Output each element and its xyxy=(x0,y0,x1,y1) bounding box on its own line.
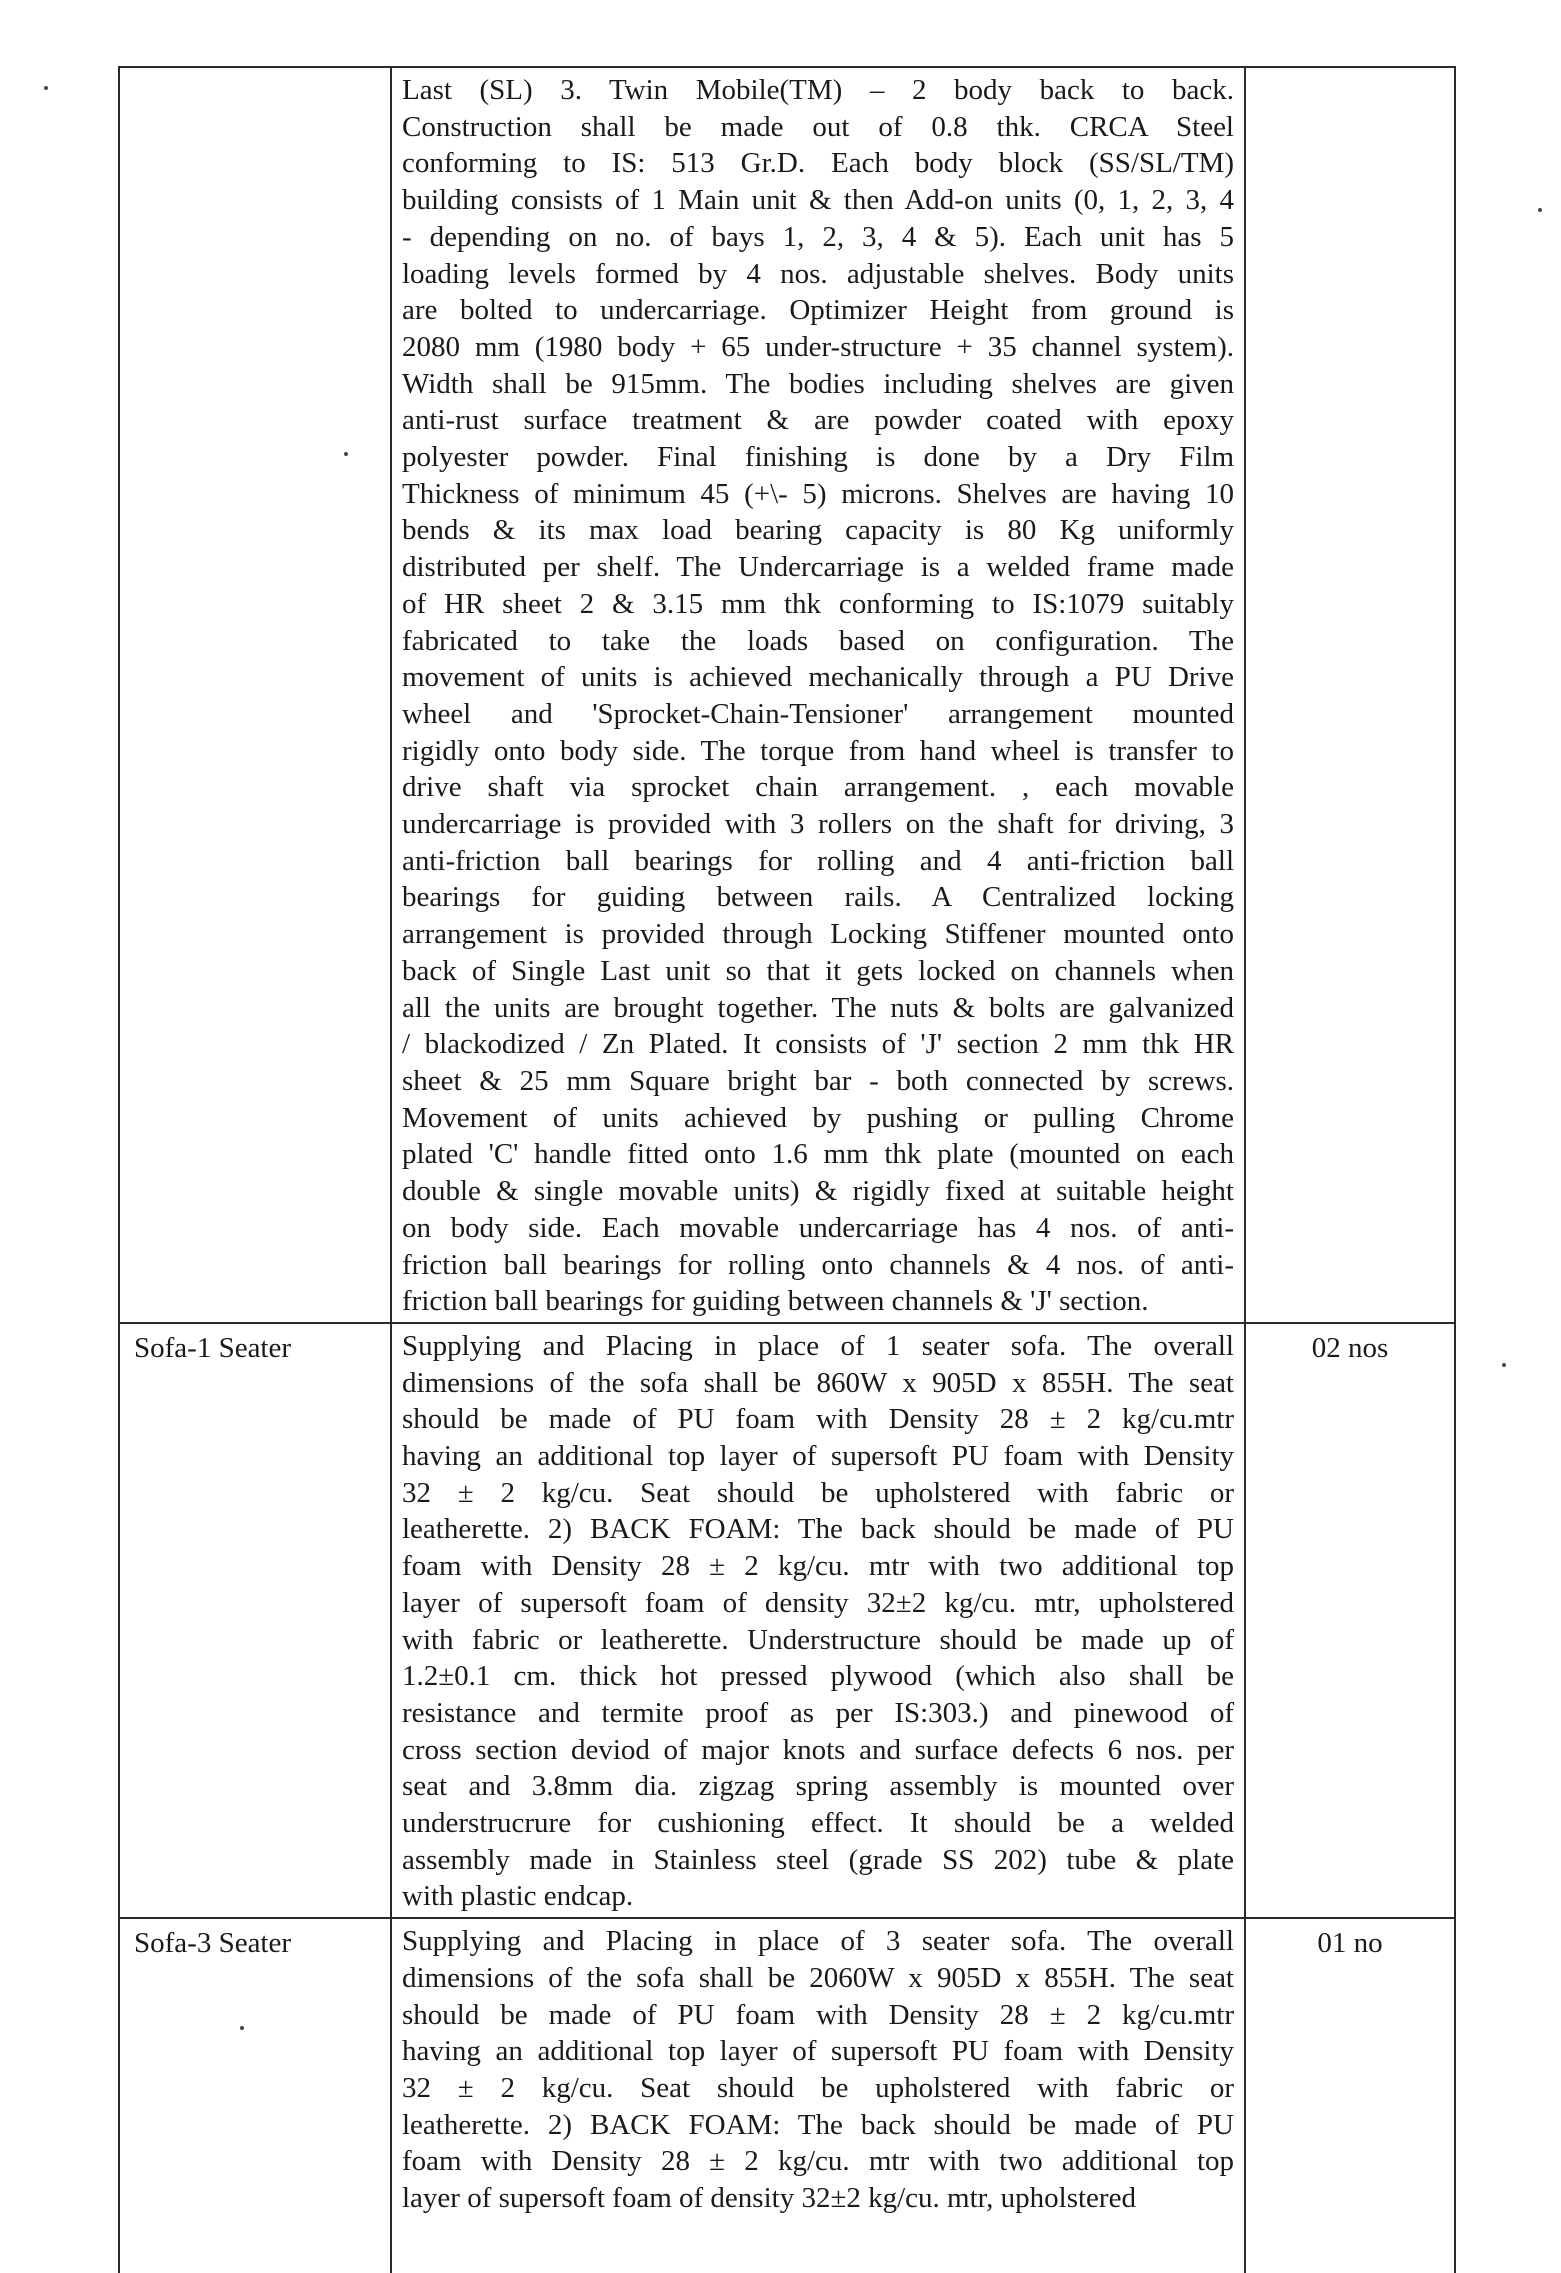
description-text xyxy=(392,68,1244,1322)
item-cell xyxy=(119,1323,391,1918)
description-line: 2080 mm (1980 body + 65 under-structure + 35 channel system). xyxy=(402,330,1234,363)
description-cell xyxy=(391,1323,1245,1918)
description-line: drive shaft via sprocket chain arrangement. , each movable xyxy=(402,771,1234,804)
description-line: having an additional top layer of supersoft PU foam with Density xyxy=(402,2035,1234,2068)
description-line: dimensions of the sofa shall be 2060W x 905D x 855H. The seat xyxy=(402,1961,1234,1994)
description-line: 1.2±0.1 cm. thick hot pressed plywood (which also shall be xyxy=(402,1660,1234,1693)
specification-table xyxy=(118,66,1456,2273)
table-row xyxy=(119,67,1455,1323)
description-line: polyester powder. Final finishing is done by a Dry Film xyxy=(402,441,1234,474)
description-line: all the units are brought together. The nuts & bolts are galvanized xyxy=(402,991,1234,1024)
description-line: sheet & 25 mm Square bright bar - both connected by screws. xyxy=(402,1064,1234,1097)
quantity-cell xyxy=(1245,1918,1455,2273)
description-line: Construction shall be made out of 0.8 thk. CRCA Steel xyxy=(402,110,1234,143)
description-line: on body side. Each movable undercarriage has 4 nos. of anti- xyxy=(402,1211,1234,1244)
description-text xyxy=(392,1324,1244,1917)
description-line: loading levels formed by 4 nos. adjustable shelves. Body units xyxy=(402,257,1234,290)
description-line: building consists of 1 Main unit & then Add-on units (0, 1, 2, 3, 4 xyxy=(402,184,1234,217)
description-line: fabricated to take the loads based on configuration. The xyxy=(402,624,1234,657)
scan-speck xyxy=(44,86,48,90)
description-line: seat and 3.8mm dia. zigzag spring assembly is mounted over xyxy=(402,1770,1234,1803)
description-line: back of Single Last unit so that it gets locked on channels when xyxy=(402,954,1234,987)
description-cell xyxy=(391,67,1245,1323)
description-line: Width shall be 915mm. The bodies including shelves are given xyxy=(402,367,1234,400)
description-line: distributed per shelf. The Undercarriage is a welded frame made xyxy=(402,551,1234,584)
description-line: - depending on no. of bays 1, 2, 3, 4 & 5). Each unit has 5 xyxy=(402,220,1234,253)
description-line: should be made of PU foam with Density 28 ± 2 kg/cu.mtr xyxy=(402,1403,1234,1436)
description-line: anti-friction ball bearings for rolling and 4 anti-friction ball xyxy=(402,844,1234,877)
description-line: layer of supersoft foam of density 32±2 kg/cu. mtr, upholstered xyxy=(402,2182,1136,2215)
description-line: conforming to IS: 513 Gr.D. Each body block (SS/SL/TM) xyxy=(402,147,1234,180)
description-line: double & single movable units) & rigidly fixed at suitable height xyxy=(402,1175,1234,1208)
description-line: are bolted to undercarriage. Optimizer Height from ground is xyxy=(402,294,1234,327)
description-line: foam with Density 28 ± 2 kg/cu. mtr with two additional top xyxy=(402,1550,1234,1583)
table-row xyxy=(119,1918,1455,2273)
quantity-cell xyxy=(1245,67,1455,1323)
description-line: with fabric or leatherette. Understructure should be made up of xyxy=(402,1623,1234,1656)
description-line: undercarriage is provided with 3 rollers on the shaft for driving, 3 xyxy=(402,808,1234,841)
description-line: Movement of units achieved by pushing or pulling Chrome xyxy=(402,1101,1234,1134)
item-name xyxy=(120,68,390,74)
description-text xyxy=(392,1919,1244,2219)
description-line: 32 ± 2 kg/cu. Seat should be upholstered with fabric or xyxy=(402,2071,1234,2104)
description-line: assembly made in Stainless steel (grade SS 202) tube & plate xyxy=(402,1843,1234,1876)
description-line: friction ball bearings for guiding between channels & 'J' section. xyxy=(402,1285,1149,1318)
table-row xyxy=(119,1323,1455,1918)
quantity-value: 02 nos xyxy=(1311,1331,1389,1364)
description-cell xyxy=(391,1918,1245,2273)
item-cell xyxy=(119,1918,391,2273)
description-line: leatherette. 2) BACK FOAM: The back should be made of PU xyxy=(402,1513,1234,1546)
description-line: bends & its max load bearing capacity is 80 Kg uniformly xyxy=(402,514,1234,547)
quantity-value: 01 no xyxy=(1317,1927,1383,1960)
description-line: bearings for guiding between rails. A Centralized locking xyxy=(402,881,1234,914)
description-line: Supplying and Placing in place of 1 seater sofa. The overall xyxy=(402,1329,1234,1362)
item-name: Sofa-1 Seater xyxy=(134,1331,292,1364)
description-line: resistance and termite proof as per IS:303.) and pinewood of xyxy=(402,1696,1234,1729)
description-line: movement of units is achieved mechanically through a PU Drive xyxy=(402,661,1234,694)
description-line: dimensions of the sofa shall be 860W x 905D x 855H. The seat xyxy=(402,1366,1234,1399)
description-line: should be made of PU foam with Density 28 ± 2 kg/cu.mtr xyxy=(402,1998,1234,2031)
description-line: rigidly onto body side. The torque from hand wheel is transfer to xyxy=(402,734,1234,767)
description-line: Thickness of minimum 45 (+\- 5) microns. Shelves are having 10 xyxy=(402,477,1234,510)
description-line: Supplying and Placing in place of 3 seater sofa. The overall xyxy=(402,1925,1234,1958)
description-line: layer of supersoft foam of density 32±2 kg/cu. mtr, upholstered xyxy=(402,1586,1234,1619)
quantity-value xyxy=(1246,68,1454,74)
description-line: / blackodized / Zn Plated. It consists of 'J' section 2 mm thk HR xyxy=(402,1028,1234,1061)
item-cell xyxy=(119,67,391,1323)
table-body xyxy=(119,67,1455,2273)
description-line: foam with Density 28 ± 2 kg/cu. mtr with two additional top xyxy=(402,2145,1234,2178)
scan-speck xyxy=(1538,208,1542,212)
scan-speck xyxy=(240,2026,244,2030)
description-line: wheel and 'Sprocket-Chain-Tensioner' arrangement mounted xyxy=(402,697,1234,730)
description-line: anti-rust surface treatment & are powder coated with epoxy xyxy=(402,404,1234,437)
description-line: plated 'C' handle fitted onto 1.6 mm thk plate (mounted on each xyxy=(402,1138,1234,1171)
description-line: Last (SL) 3. Twin Mobile(TM) – 2 body back to back. xyxy=(402,74,1234,106)
description-line: understrucrure for cushioning effect. It should be a welded xyxy=(402,1807,1234,1840)
scan-speck xyxy=(344,452,348,456)
description-line: 32 ± 2 kg/cu. Seat should be upholstered with fabric or xyxy=(402,1476,1234,1509)
scan-speck xyxy=(1502,1363,1506,1367)
description-line: with plastic endcap. xyxy=(402,1880,634,1913)
quantity-cell xyxy=(1245,1323,1455,1918)
description-line: arrangement is provided through Locking Stiffener mounted onto xyxy=(402,918,1234,951)
item-name: Sofa-3 Seater xyxy=(134,1927,292,1960)
description-line: leatherette. 2) BACK FOAM: The back should be made of PU xyxy=(402,2108,1234,2141)
description-line: cross section deviod of major knots and surface defects 6 nos. per xyxy=(402,1733,1234,1766)
description-line: of HR sheet 2 & 3.15 mm thk conforming to IS:1079 suitably xyxy=(402,587,1234,620)
description-line: having an additional top layer of supersoft PU foam with Density xyxy=(402,1440,1234,1473)
description-line: friction ball bearings for rolling onto channels & 4 nos. of anti- xyxy=(402,1248,1234,1281)
